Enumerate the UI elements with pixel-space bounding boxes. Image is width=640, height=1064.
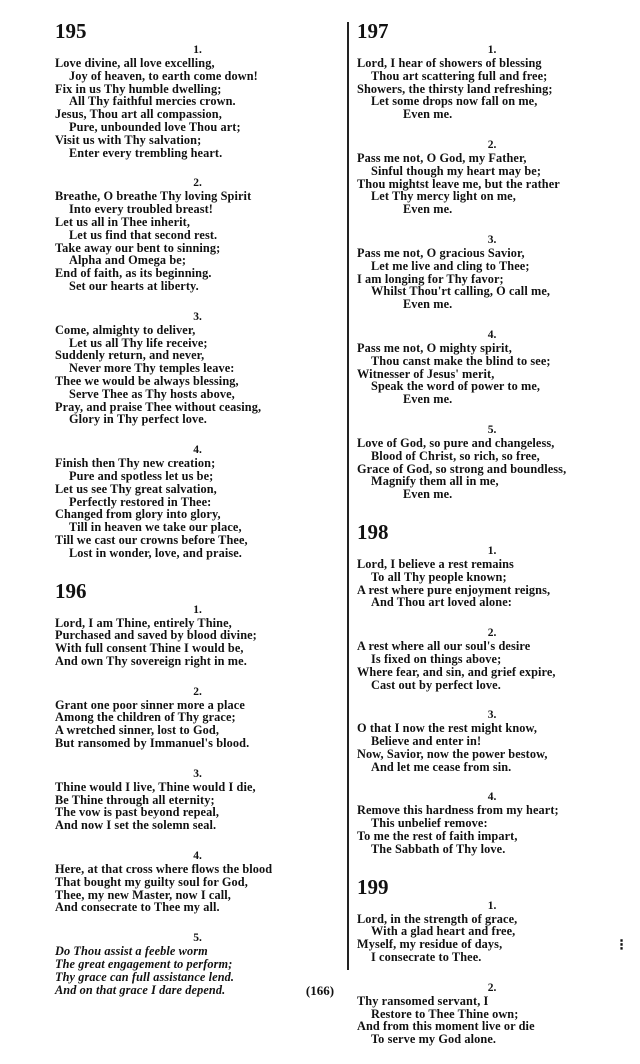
verse-line: Joy of heaven, to earth come down! bbox=[69, 68, 258, 83]
verse-line: Cast out by perfect love. bbox=[371, 677, 501, 692]
verse-line: Lord, I believe a rest remains bbox=[357, 556, 514, 571]
verse-line: Pure, unbounded love Thou art; bbox=[69, 119, 241, 134]
verse-line: Myself, my residue of days, bbox=[357, 937, 503, 952]
verse bbox=[357, 545, 627, 609]
verse-line: This unbelief remove: bbox=[371, 816, 488, 831]
verse-line: Blood of Christ, so rich, so free, bbox=[371, 448, 540, 463]
hymn bbox=[357, 18, 627, 501]
hymn-number: 196 bbox=[55, 578, 87, 603]
verse-line: And from this moment live or die bbox=[357, 1019, 535, 1034]
verse-line: Let some drops now fall on me, bbox=[371, 94, 538, 109]
verse bbox=[55, 311, 340, 426]
left-column bbox=[55, 18, 340, 1014]
verse-line: Here, at that cross where flows the blood bbox=[55, 862, 273, 877]
verse-line: Thee, my new Master, now I call, bbox=[55, 887, 231, 902]
verse-line: Pass me not, O mighty spirit, bbox=[357, 340, 512, 355]
verse-line: Lord, I hear of showers of blessing bbox=[357, 56, 542, 70]
verse-line: To all Thy people known; bbox=[371, 569, 507, 584]
verse-line: Visit us with Thy salvation; bbox=[55, 132, 202, 147]
verse-number: 1. bbox=[193, 603, 202, 616]
verse-line: Let us all Thy life receive; bbox=[69, 335, 208, 350]
verse-line: Into every troubled breast! bbox=[69, 202, 213, 217]
verse-line: Pure and spotless let us be; bbox=[69, 468, 214, 483]
hymn-number: 197 bbox=[357, 19, 389, 43]
verse-line: The Sabbath of Thy love. bbox=[371, 841, 506, 856]
verse-line: A wretched sinner, lost to God, bbox=[55, 723, 219, 738]
verse-number: 1. bbox=[193, 44, 202, 56]
verse-line: Sinful though my heart may be; bbox=[371, 163, 542, 178]
verse-line: Do Thou assist a feeble worm bbox=[55, 944, 208, 959]
verse-number: 5. bbox=[487, 423, 497, 436]
verse-line: To me the rest of faith impart, bbox=[357, 829, 518, 844]
verse-line: Even me. bbox=[403, 202, 453, 217]
verse bbox=[357, 627, 627, 691]
verse-line: And now I set the solemn seal. bbox=[55, 818, 217, 833]
verse-line: Serve Thee as Thy hosts above, bbox=[69, 386, 235, 401]
verse-line: Alpha and Omega be; bbox=[69, 253, 187, 268]
verse-number: 2. bbox=[193, 177, 202, 190]
verse-number: 4. bbox=[487, 791, 497, 804]
verse-line: To serve my God alone. bbox=[371, 1032, 497, 1047]
verse-line: Thy grace can full assistance lend. bbox=[55, 969, 235, 984]
verse-line: Glory in Thy perfect love. bbox=[69, 412, 207, 427]
hymn bbox=[357, 874, 627, 1046]
verse-number: 2. bbox=[193, 685, 202, 698]
verse-line: The vow is past beyond repeal, bbox=[55, 805, 220, 820]
verse-line: Magnify them all in me, bbox=[371, 474, 499, 489]
verse-number: 3. bbox=[193, 310, 202, 323]
verse-line: Let me live and cling to Thee; bbox=[371, 258, 530, 273]
verse-line: Thou mightst leave me, but the rather bbox=[357, 176, 560, 191]
verse-line: With full consent Thine I would be, bbox=[55, 641, 244, 656]
verse bbox=[357, 709, 627, 773]
verse-line: Whilst Thou'rt calling, O call me, bbox=[371, 284, 551, 299]
verse bbox=[55, 850, 340, 914]
verse bbox=[55, 44, 340, 159]
verse-line: Now, Savior, now the power bestow, bbox=[357, 746, 548, 761]
verse-line: Among the children of Thy grace; bbox=[55, 710, 236, 725]
verse-line: O that I now the rest might know, bbox=[357, 721, 538, 736]
verse-line: Perfectly restored in Thee: bbox=[69, 494, 212, 509]
verse-line: Grace of God, so strong and boundless, bbox=[357, 461, 567, 476]
page-number: (166) bbox=[305, 983, 335, 998]
verse-line: Even me. bbox=[403, 392, 453, 407]
verse-line: I am longing for Thy favor; bbox=[357, 271, 504, 286]
verse-line: And Thou art loved alone: bbox=[371, 595, 512, 610]
verse-line: Changed from glory into glory, bbox=[55, 507, 221, 522]
verse-line: Thy ransomed servant, I bbox=[357, 993, 489, 1008]
column-divider bbox=[347, 22, 349, 970]
verse-line: Thou art scattering full and free; bbox=[371, 68, 548, 83]
verse-line: All Thy faithful mercies crown. bbox=[69, 94, 236, 109]
verse-line: Till in heaven we take our place, bbox=[69, 520, 242, 535]
verse-line: Even me. bbox=[403, 487, 453, 502]
verse bbox=[357, 424, 627, 501]
verse-line: End of faith, as its beginning. bbox=[55, 266, 212, 281]
verse bbox=[357, 44, 627, 121]
verse-number: 2. bbox=[487, 981, 497, 994]
verse-number: 1. bbox=[487, 899, 497, 912]
verse-line: Pray, and praise Thee without ceasing, bbox=[55, 399, 262, 414]
verse-line: Let us see Thy great salvation, bbox=[55, 481, 217, 496]
verse-number: 3. bbox=[193, 767, 202, 780]
verse-line: Enter every trembling heart. bbox=[69, 145, 223, 160]
verse-number: 1. bbox=[487, 44, 497, 56]
verse-line: A rest where all our soul's desire bbox=[357, 639, 531, 654]
verse-line: Love of God, so pure and changeless, bbox=[357, 435, 555, 450]
verse-line: Thee we would be always blessing, bbox=[55, 373, 239, 388]
verse-line: Breathe, O breathe Thy loving Spirit bbox=[55, 189, 252, 204]
verse-line: Showers, the thirsty land refreshing; bbox=[357, 81, 553, 96]
verse-line: Love divine, all love excelling, bbox=[55, 56, 215, 70]
verse-line: Witnesser of Jesus' merit, bbox=[357, 366, 495, 381]
verse-line: Set our hearts at liberty. bbox=[69, 278, 199, 293]
verse bbox=[55, 444, 340, 559]
verse-number: 3. bbox=[487, 233, 497, 246]
verse-line: Thou canst make the blind to see; bbox=[371, 353, 551, 368]
verse-number: 2. bbox=[487, 138, 497, 151]
verse-line: And own Thy sovereign right in me. bbox=[55, 653, 247, 668]
verse-number: 1. bbox=[487, 544, 497, 557]
verse-line: Be Thine through all eternity; bbox=[55, 792, 215, 807]
hymn bbox=[357, 519, 627, 856]
verse bbox=[55, 768, 340, 832]
verse-line: But ransomed by Immanuel's blood. bbox=[55, 736, 250, 751]
verse-number: 2. bbox=[487, 627, 497, 640]
verse-line: Fix in us Thy humble dwelling; bbox=[55, 81, 222, 96]
verse-line: And let me cease from sin. bbox=[371, 759, 512, 774]
verse-line: With a glad heart and free, bbox=[371, 924, 516, 939]
verse-line: I consecrate to Thee. bbox=[371, 950, 482, 965]
verse-line: Lord, I am Thine, entirely Thine, bbox=[55, 615, 232, 630]
verse-line: Restore to Thee Thine own; bbox=[371, 1006, 519, 1021]
verse-line: Pass me not, O God, my Father, bbox=[357, 150, 527, 165]
verse-number: 3. bbox=[487, 709, 497, 722]
verse-line: A rest where pure enjoyment reigns, bbox=[357, 582, 551, 597]
margin-mark: ⁝ bbox=[619, 937, 625, 954]
verse-line: Come, almighty to deliver, bbox=[55, 322, 196, 337]
verse-line: Remove this hardness from my heart; bbox=[357, 803, 559, 818]
verse bbox=[55, 604, 340, 668]
verse-number: 5. bbox=[193, 932, 202, 945]
verse-line: Even me. bbox=[403, 107, 453, 122]
verse-line: The great engagement to perform; bbox=[55, 957, 233, 972]
verse-line: Even me. bbox=[403, 297, 453, 312]
verse bbox=[357, 791, 627, 855]
verse-line: Lord, in the strength of grace, bbox=[357, 911, 518, 926]
hymn bbox=[55, 18, 340, 560]
verse-line: Let us all in Thee inherit, bbox=[55, 214, 191, 229]
verse-line: Where fear, and sin, and grief expire, bbox=[357, 664, 556, 679]
verse-number: 4. bbox=[487, 328, 497, 341]
verse-line: Take away our bent to sinning; bbox=[55, 240, 221, 255]
verse-line: Jesus, Thou art all compassion, bbox=[55, 107, 222, 122]
verse-line: Is fixed on things above; bbox=[371, 651, 502, 666]
verse-number: 4. bbox=[193, 444, 202, 457]
verse-line: Thine would I live, Thine would I die, bbox=[55, 779, 256, 794]
verse-line: Till we cast our crowns before Thee, bbox=[55, 532, 248, 547]
verse-line: Speak the word of power to me, bbox=[371, 379, 541, 394]
verse-line: Believe and enter in! bbox=[371, 734, 482, 749]
verse-line: Let Thy mercy light on me, bbox=[371, 189, 516, 204]
verse bbox=[357, 234, 627, 311]
verse-line: That bought my guilty soul for God, bbox=[55, 874, 248, 889]
verse-line: Purchased and saved by blood divine; bbox=[55, 628, 257, 643]
hymn-number: 199 bbox=[357, 874, 389, 899]
verse-line: Lost in wonder, love, and praise. bbox=[69, 545, 242, 560]
right-column bbox=[357, 18, 627, 1064]
hymn bbox=[55, 578, 340, 997]
verse-number: 4. bbox=[193, 850, 202, 863]
verse-line: Pass me not, O gracious Savior, bbox=[357, 245, 525, 260]
hymn-number: 195 bbox=[55, 19, 87, 43]
verse-line: Suddenly return, and never, bbox=[55, 348, 205, 363]
verse-line: Finish then Thy new creation; bbox=[55, 456, 216, 471]
verse bbox=[357, 329, 627, 406]
verse-line: Grant one poor sinner more a place bbox=[55, 697, 245, 712]
verse bbox=[357, 900, 627, 964]
verse-line: And on that grace I dare depend. bbox=[55, 982, 226, 997]
hymn-number: 198 bbox=[357, 519, 389, 544]
verse-line: Let us find that second rest. bbox=[69, 227, 218, 242]
verse bbox=[55, 177, 340, 292]
verse-line: And consecrate to Thee my all. bbox=[55, 900, 220, 915]
verse bbox=[55, 686, 340, 750]
verse-line: Never more Thy temples leave: bbox=[69, 361, 235, 376]
verse bbox=[357, 139, 627, 216]
